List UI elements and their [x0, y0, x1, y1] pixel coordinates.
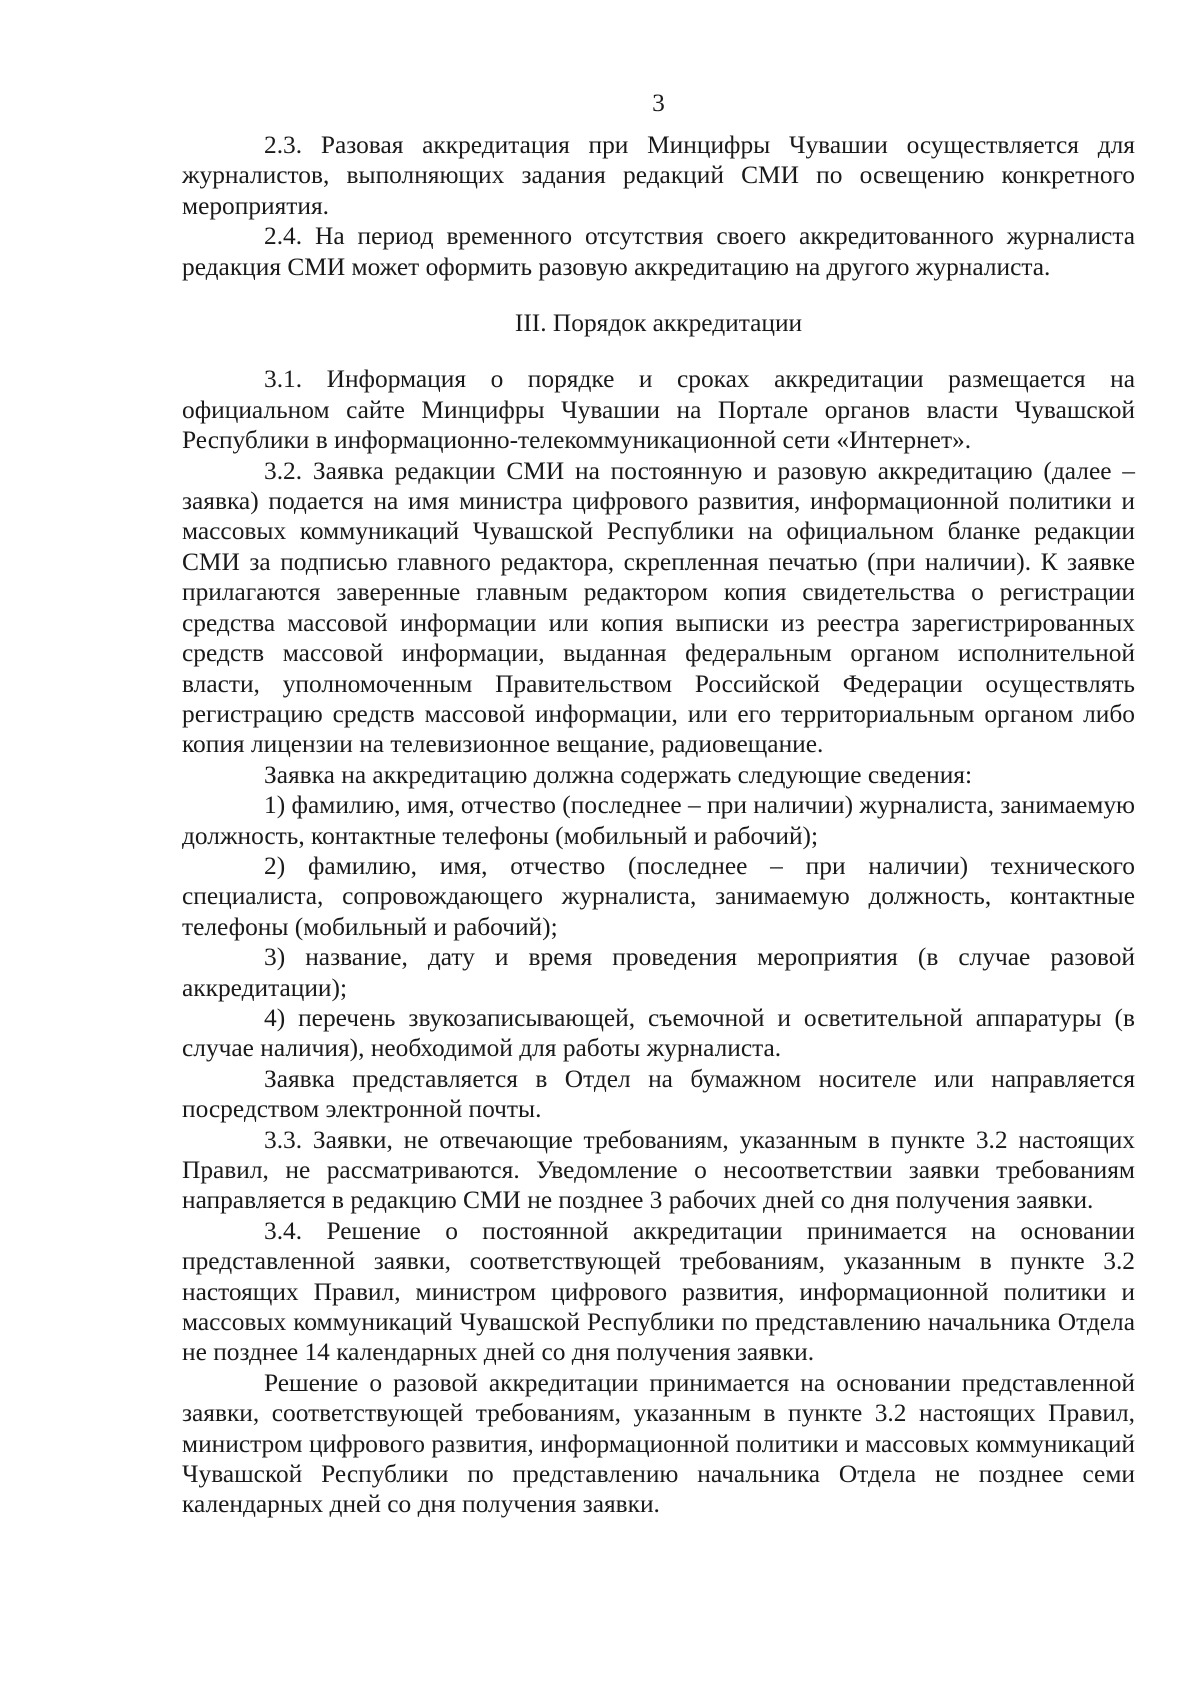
paragraph-3-4: 3.4. Решение о постоянной аккредитации принимается на основании представленной заявки, соответствующей требованиям, указанным в пункте 3.2 настоящих Правил, министром цифрового развития, информационной политики и массовых коммуникаций Чувашской Республики по представлению начальника Отдела не позднее 14 календарных дней со дня получения заявки. — [182, 1216, 1135, 1367]
paragraph-submission: Заявка представляется в Отдел на бумажном носителе или направляется посредством электронной почты. — [182, 1064, 1135, 1124]
paragraph-3-2: 3.2. Заявка редакции СМИ на постоянную и разовую аккредитацию (далее – заявка) подается на имя министра цифрового развития, информационной политики и массовых коммуникаций Чувашской Республики на официальном бланке редакции СМИ за подписью главного редактора, скрепленная печатью (при наличии). К заявке прилагаются заверенные главным редактором копия свидетельства о регистрации средства массовой информации или копия выписки из реестра зарегистрированных средств массовой информации, выданная федеральным органом исполнительной власти, уполномоченным Правительством Российской Федерации осуществлять регистрацию средств массовой информации, или его территориальным органом либо копия лицензии на телевизионное вещание, радиовещание. — [182, 456, 1135, 759]
paragraph-2-4: 2.4. На период временного отсутствия своего аккредитованного журналиста редакция СМИ может оформить разовую аккредитацию на другого журналиста. — [182, 222, 1135, 281]
paragraph-application-contents: Заявка на аккредитацию должна содержать следующие сведения: — [264, 760, 973, 789]
list-item-3: 3) название, дату и время проведения мероприятия (в случае разовой аккредитации); — [182, 943, 1135, 1002]
section-heading: III. Порядок аккредитации — [514, 309, 803, 338]
list-item-1: 1) фамилию, имя, отчество (последнее – при наличии) журналиста, занимаемую должность, контактные телефоны (мобильный и рабочий); — [182, 791, 1135, 850]
page-number: 3 — [652, 89, 665, 117]
paragraph-3-1: 3.1. Информация о порядке и сроках аккредитации размещается на официальном сайте Минцифры Чувашии на Портале органов власти Чувашской Республики в информационно-телекоммуникационной сети «Интернет». — [182, 365, 1135, 455]
paragraph-2-3: 2.3. Разовая аккредитация при Минцифры Чувашии осуществляется для журналистов, выполняющих задания редакций СМИ по освещению конкретного мероприятия. — [182, 131, 1135, 220]
list-item-4: 4) перечень звукозаписывающей, съемочной и осветительной аппаратуры (в случае наличия), необходимой для работы журналиста. — [182, 1003, 1135, 1063]
list-item-2: 2) фамилию, имя, отчество (последнее – при наличии) технического специалиста, сопровождающего журналиста, занимаемую должность, контактные телефоны (мобильный и рабочий); — [182, 851, 1135, 941]
paragraph-3-3: 3.3. Заявки, не отвечающие требованиям, указанным в пункте 3.2 настоящих Правил, не рассматриваются. Уведомление о несоответствии заявки требованиям направляется в редакцию СМИ не позднее 3 рабочих дней со дня получения заявки. — [182, 1125, 1135, 1215]
paragraph-one-time-decision: Решение о разовой аккредитации принимается на основании представленной заявки, соответствующей требованиям, указанным в пункте 3.2 настоящих Правил, министром цифрового развития, информационной политики и массовых коммуникаций Чувашской Республики по представлению начальника Отдела не позднее семи календарных дней со дня получения заявки. — [182, 1368, 1135, 1519]
